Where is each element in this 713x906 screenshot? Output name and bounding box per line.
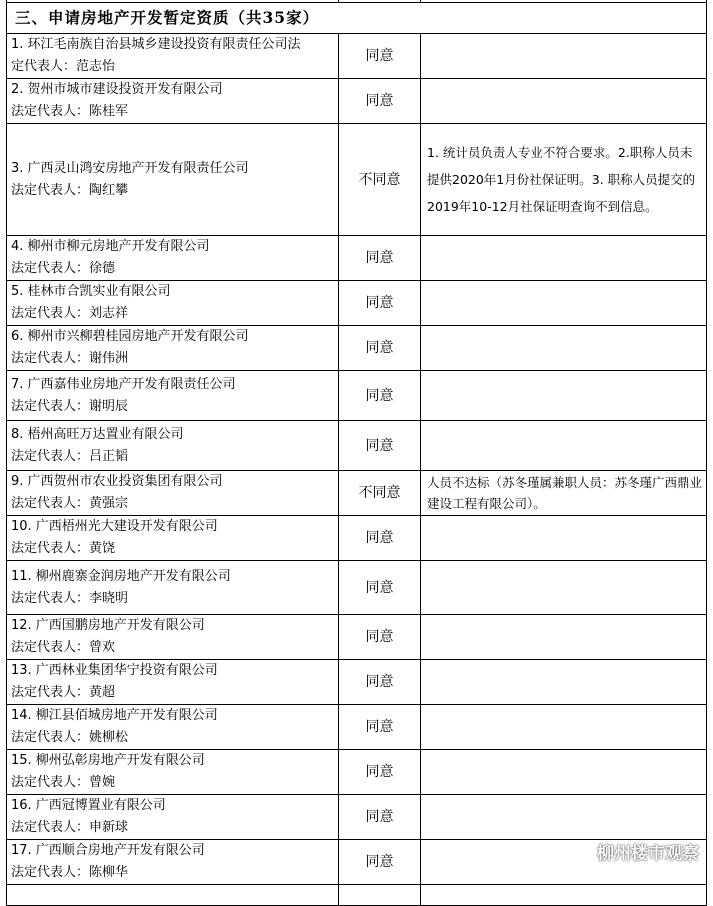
table-row bbox=[7, 516, 707, 561]
legal-representative: 法定代表人：黄超 bbox=[11, 685, 116, 700]
legal-representative: 法定代表人：陈桂军 bbox=[11, 104, 129, 119]
legal-representative: 法定代表人：曾婉 bbox=[11, 775, 116, 790]
result-cell: 同意 bbox=[339, 561, 421, 615]
legal-representative: 法定代表人：陈柳华 bbox=[11, 865, 129, 880]
legal-representative: 法定代表人：刘志祥 bbox=[11, 306, 129, 321]
result-cell: 同意 bbox=[339, 281, 421, 326]
company-name: 16. 广西冠博置业有限公司 bbox=[11, 798, 166, 813]
result-cell: 同意 bbox=[339, 705, 421, 750]
remark-cell bbox=[421, 371, 707, 421]
company-name: 6. 柳州市兴柳碧桂园房地产开发有限公司 bbox=[11, 329, 249, 344]
table-row bbox=[7, 421, 707, 471]
table-row bbox=[7, 371, 707, 421]
company-cell bbox=[7, 705, 339, 750]
company-name: 11. 柳州鹿寨金润房地产开发有限公司 bbox=[11, 568, 231, 584]
company-name: 8. 梧州高旺万达置业有限公司 bbox=[11, 426, 184, 442]
legal-representative: 法定代表人：申新球 bbox=[11, 820, 129, 835]
legal-representative: 定代表人：范志怡 bbox=[11, 59, 116, 74]
remark-cell: 1. 统计员负责人专业不符合要求。2.职称人员未提供2020年1月份社保证明。3. 职称人员提交的2019年10-12月社保证明查询不到信息。 bbox=[421, 124, 707, 236]
remark-cell bbox=[421, 615, 707, 660]
next-row-stub bbox=[7, 885, 707, 906]
table-row bbox=[7, 705, 707, 750]
company-name: 1. 环江毛南族自治县城乡建设投资有限责任公司法 bbox=[11, 37, 301, 52]
table-row bbox=[7, 660, 707, 705]
company-name: 3. 广西灵山鸿安房地产开发有限责任公司 bbox=[11, 160, 249, 176]
company-cell bbox=[7, 421, 339, 471]
section-header-row bbox=[7, 3, 707, 34]
watermark-text: 柳州楼市观察 bbox=[597, 844, 699, 864]
result-cell: 同意 bbox=[339, 615, 421, 660]
remark-cell bbox=[421, 660, 707, 705]
company-cell bbox=[7, 281, 339, 326]
legal-representative: 法定代表人：黄强宗 bbox=[11, 496, 129, 511]
company-name: 10. 广西梧州光大建设开发有限公司 bbox=[11, 519, 218, 534]
legal-representative: 法定代表人：谢明辰 bbox=[11, 398, 129, 414]
remark-cell bbox=[421, 795, 707, 840]
table-row bbox=[7, 615, 707, 660]
result-cell: 同意 bbox=[339, 34, 421, 79]
company-name: 7. 广西嘉伟业房地产开发有限责任公司 bbox=[11, 376, 236, 392]
legal-representative: 法定代表人：黄饶 bbox=[11, 541, 116, 556]
watermark bbox=[567, 839, 699, 864]
legal-representative: 法定代表人：曾欢 bbox=[11, 640, 116, 655]
remark-cell bbox=[421, 561, 707, 615]
remark-cell bbox=[421, 421, 707, 471]
table-row bbox=[7, 471, 707, 516]
legal-representative: 法定代表人：陶红攀 bbox=[11, 182, 129, 198]
result-cell: 同意 bbox=[339, 795, 421, 840]
company-name: 17. 广西顺合房地产开发有限公司 bbox=[11, 843, 205, 858]
remark-cell bbox=[421, 326, 707, 371]
table-row bbox=[7, 795, 707, 840]
company-name: 15. 柳州弘彰房地产开发有限公司 bbox=[11, 753, 205, 768]
company-cell bbox=[7, 795, 339, 840]
result-cell: 同意 bbox=[339, 371, 421, 421]
company-cell bbox=[7, 750, 339, 795]
table-row bbox=[7, 750, 707, 795]
legal-representative: 法定代表人：李晓明 bbox=[11, 590, 129, 606]
company-name: 14. 柳江县佰城房地产开发有限公司 bbox=[11, 708, 218, 723]
table-row bbox=[7, 79, 707, 124]
company-cell bbox=[7, 516, 339, 561]
company-cell bbox=[7, 326, 339, 371]
legal-representative: 法定代表人：姚柳松 bbox=[11, 730, 129, 745]
table-row bbox=[7, 236, 707, 281]
company-cell bbox=[7, 561, 339, 615]
company-name: 4. 柳州市柳元房地产开发有限公司 bbox=[11, 239, 210, 254]
company-name: 5. 桂林市合凯实业有限公司 bbox=[11, 284, 171, 299]
result-cell: 同意 bbox=[339, 660, 421, 705]
result-cell: 不同意 bbox=[339, 124, 421, 236]
remark-cell: 人员不达标（苏冬瑾属兼职人员：苏冬瑾广西鼎业建设工程有限公司）。 bbox=[421, 471, 707, 516]
company-name: 12. 广西国鹏房地产开发有限公司 bbox=[11, 618, 205, 633]
table-row bbox=[7, 124, 707, 236]
company-cell bbox=[7, 615, 339, 660]
company-name: 9. 广西贺州市农业投资集团有限公司 bbox=[11, 474, 223, 489]
remark-cell bbox=[421, 79, 707, 124]
result-cell: 同意 bbox=[339, 236, 421, 281]
company-cell bbox=[7, 471, 339, 516]
remark-cell bbox=[421, 34, 707, 79]
remark-cell bbox=[421, 516, 707, 561]
table-row bbox=[7, 561, 707, 615]
company-name: 2. 贺州市城市建设投资开发有限公司 bbox=[11, 82, 223, 97]
remark-cell bbox=[421, 281, 707, 326]
company-cell bbox=[7, 124, 339, 236]
qualification-table bbox=[6, 0, 707, 906]
company-cell bbox=[7, 840, 339, 885]
table-row bbox=[7, 281, 707, 326]
remark-cell bbox=[421, 705, 707, 750]
company-cell bbox=[7, 34, 339, 79]
table-row bbox=[7, 34, 707, 79]
table-row bbox=[7, 326, 707, 371]
company-cell bbox=[7, 660, 339, 705]
company-cell bbox=[7, 371, 339, 421]
company-name: 13. 广西林业集团华宁投资有限公司 bbox=[11, 663, 218, 678]
company-cell bbox=[7, 236, 339, 281]
result-cell: 同意 bbox=[339, 421, 421, 471]
remark-cell bbox=[421, 236, 707, 281]
result-cell: 同意 bbox=[339, 79, 421, 124]
result-cell: 同意 bbox=[339, 516, 421, 561]
wechat-icon bbox=[567, 842, 591, 862]
result-cell: 不同意 bbox=[339, 471, 421, 516]
legal-representative: 法定代表人：吕正韬 bbox=[11, 448, 129, 464]
result-cell: 同意 bbox=[339, 750, 421, 795]
section-title: 三、申请房地产开发暂定资质（共35家） bbox=[7, 3, 707, 34]
result-cell: 同意 bbox=[339, 840, 421, 885]
company-cell bbox=[7, 79, 339, 124]
legal-representative: 法定代表人：徐德 bbox=[11, 261, 116, 276]
result-cell: 同意 bbox=[339, 326, 421, 371]
legal-representative: 法定代表人：谢伟洲 bbox=[11, 351, 129, 366]
remark-cell bbox=[421, 750, 707, 795]
